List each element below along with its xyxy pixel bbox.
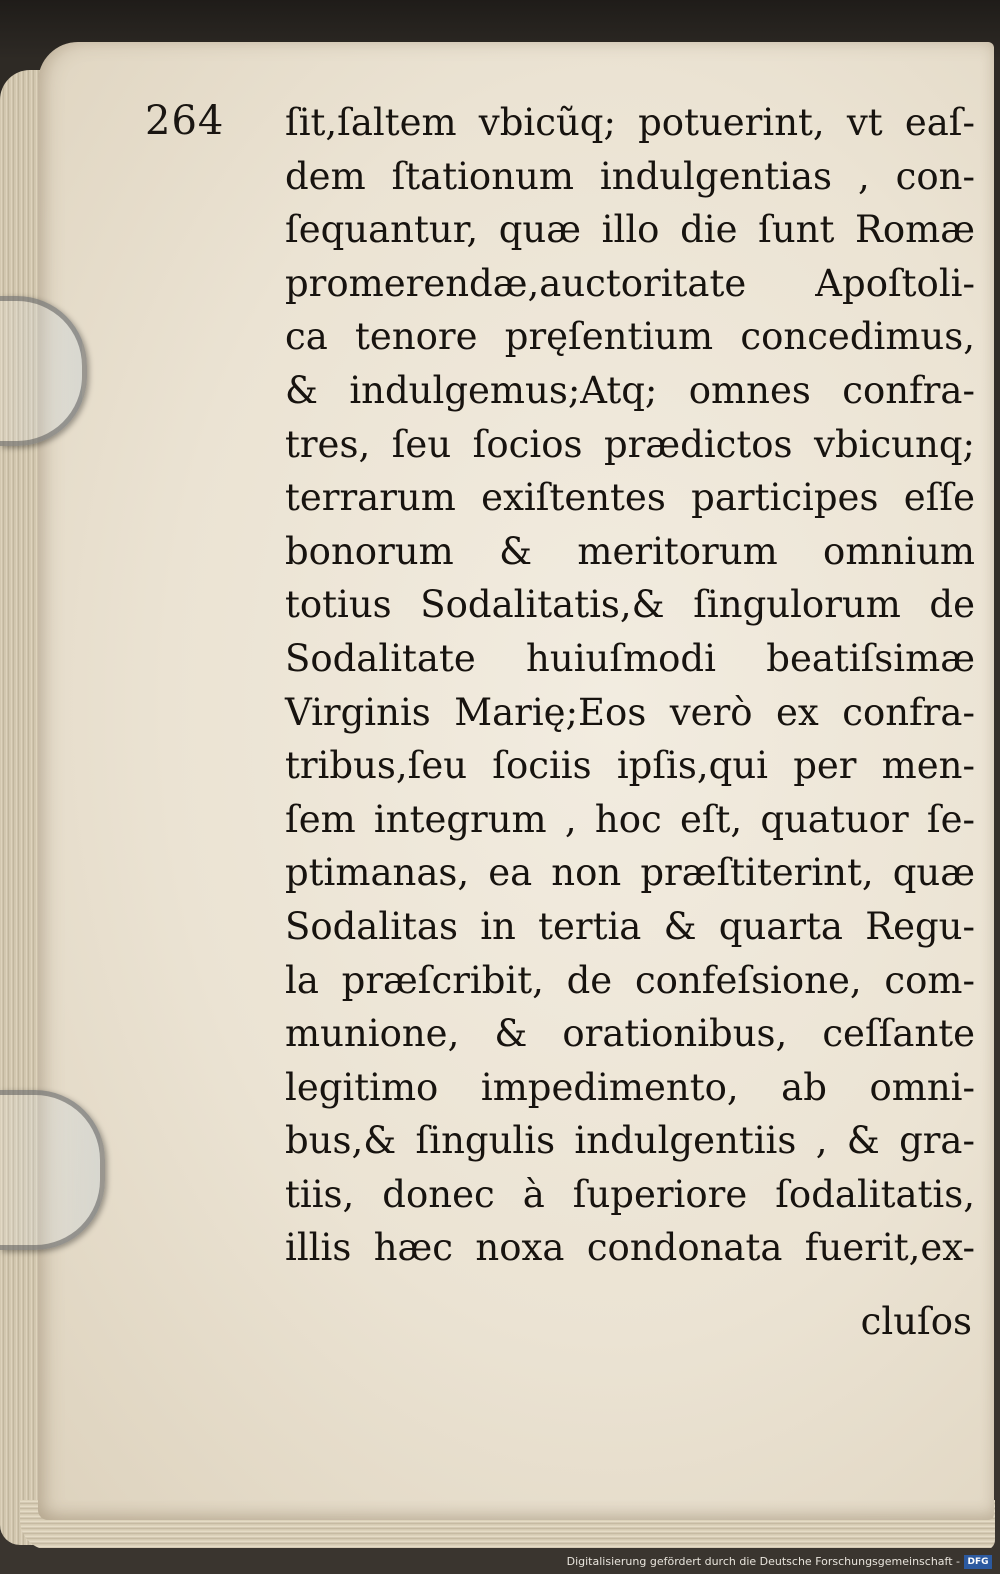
text-line: ptimanas, ea non præſtiterint, quæ (285, 851, 975, 895)
text-line: tres, ſeu ſocios prædictos vbicunq; (285, 422, 975, 466)
text-line: ſit,ſaltem vbicũq; potuerint, vt eaſ- (285, 101, 975, 144)
text-line: bus,& ſingulis indulgentiis , & gra- (285, 1119, 975, 1163)
text-line: la præſcribit, de confeſsione, com- (285, 958, 975, 1002)
text-line: tribus,ſeu ſociis ipſis,qui per men- (285, 744, 975, 788)
catchword: cluſos (860, 1300, 972, 1343)
text-line: & indulgemus;Atq; omnes confra- (285, 368, 975, 412)
digitization-credit: Digitalisierung gefördert durch die Deutsche Forschungsgemeinschaft - (566, 1555, 960, 1568)
text-line: tiis, donec à ſuperiore ſodalitatis, (285, 1172, 975, 1216)
text-line: totius Sodalitatis,& ſingulorum de (285, 583, 975, 627)
text-line: legitimo impedimento, ab omni- (285, 1065, 975, 1109)
text-line: munione, & orationibus, ceſſante (285, 1012, 975, 1056)
body-text (285, 96, 975, 1275)
page-number: 264 (145, 98, 225, 144)
text-line: terrarum exiſtentes participes eſſe (285, 476, 975, 520)
text-line: ſequantur, quæ illo die ſunt Romæ (285, 208, 975, 252)
text-line: promerendæ,auctoritate Apoſtoli- (285, 261, 975, 305)
dfg-logo-icon: DFG (964, 1555, 992, 1569)
text-line: ſem integrum , hoc eſt, quatuor ſe- (285, 797, 975, 841)
text-line: Sodalitas in tertia & quarta Regu- (285, 904, 975, 948)
text-line: ca tenore pręſentium concedimus, (285, 315, 975, 359)
text-line: illis hæc noxa condonata fuerit,ex- (285, 1226, 975, 1270)
text-line: Virginis Marię;Eos verò ex confra- (285, 690, 975, 734)
text-line: bonorum & meritorum omnium (285, 529, 975, 573)
text-line: dem ſtationum indulgentias , con- (285, 154, 975, 198)
text-line: Sodalitate huiuſmodi beatiſsimæ (285, 636, 975, 680)
